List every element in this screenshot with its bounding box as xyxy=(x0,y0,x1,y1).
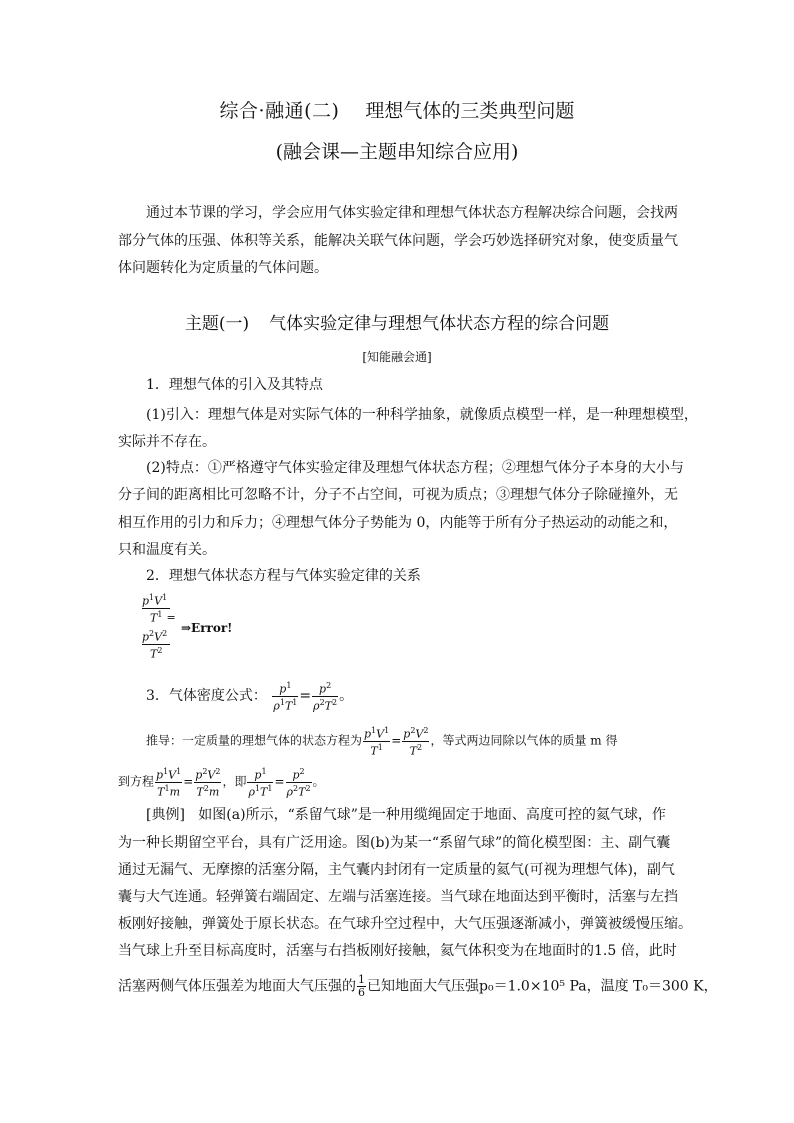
derive-line-1: 推导：一定质量的理想气体的状态方程为 $\frac{p^1V^1}{T^1}$ = $\frac{p^2V^2}{T^2}$ ，等式两边同除以气体的质量 m 得 xyxy=(146,726,618,758)
ratio-frac xyxy=(357,974,366,999)
example-line-7 xyxy=(118,974,718,999)
example-label: [典例] xyxy=(146,807,185,823)
section-label: [知能融会通] xyxy=(362,350,432,364)
density-frac-2: $\frac{p^2}{\rho^2T^2}$ xyxy=(313,681,338,713)
point1b-line-1: (2)特点：①严格遵守气体实验定律及理想气体状态方程；②理想气体分子本身的大小与 xyxy=(146,460,684,476)
title-part1: 综合·融通(二) xyxy=(219,100,340,122)
point3-end: 。 xyxy=(339,688,354,705)
derive-line2-end: 。 xyxy=(312,774,325,789)
intro-line-2: 部分气体的压强、体积等关系，能解决关联气体问题，学会巧妙选择研究对象，使变质量气 xyxy=(118,233,678,249)
example-line-6: 当气球上升至目标高度时，活塞与右挡板刚好接触，氦气体积变为在地面时的1.5 倍，此时 xyxy=(118,943,677,959)
derive-mid: ，等式两边同除以气体的质量 m 得 xyxy=(430,733,618,748)
example-line-2: 为一种长期留空平台，具有广泛用途。图(b)为某一“系留气球”的简化模型图：主、副气囊 xyxy=(118,835,671,851)
point1b-line-2: 分子间的距离相比可忽略不计，分子不占空间，可视为质点；③理想气体分子除碰撞外，无 xyxy=(118,487,678,503)
topic-title: 气体实验定律与理想气体状态方程的综合问题 xyxy=(269,314,610,334)
derive-frac-6: $\frac{p^2}{\rho^2T^2}$ xyxy=(286,767,311,799)
point1-title: 1．理想气体的引入及其特点 xyxy=(146,377,323,393)
title-part2: 理想气体的三类典型问题 xyxy=(365,100,575,122)
page-title xyxy=(0,98,794,124)
page-subtitle: (融会课—主题串知综合应用) xyxy=(275,141,519,163)
density-frac-1: $\frac{p^1}{\rho^1T^1}$ xyxy=(273,681,298,713)
example-line-3: 通过无漏气、无摩擦的活塞分隔，主气囊内封闭有一定质量的氦气(可视为理想气体)，副气 xyxy=(118,862,675,878)
intro-line-3: 体问题转化为定质量的气体问题。 xyxy=(118,260,328,276)
point1b-line-3: 相互作用的引力和斥力；④理想气体分子势能为 0，内能等于所有分子热运动的动能之和， xyxy=(118,515,678,531)
point2-title: 2．理想气体状态方程与气体实验定律的关系 xyxy=(146,568,421,584)
derive-frac-4: $\frac{p^2V^2}{T^2m}$ xyxy=(195,767,221,799)
point1a-line-1: (1)引入：理想气体是对实际气体的一种科学抽象，就像质点模型一样，是一种理想模型， xyxy=(146,407,698,423)
derive-frac-1: $\frac{p^1V^1}{T^1}$ xyxy=(364,726,390,758)
derive-frac-2: $\frac{p^2V^2}{T^2}$ xyxy=(403,726,429,758)
intro-line-1: 通过本节课的学习，学会应用气体实验定律和理想气体状态方程解决综合问题，会找两 xyxy=(146,205,678,221)
derive-label: 推导：一定质量的理想气体的状态方程为 xyxy=(146,733,363,748)
error-text: ⇒Error! xyxy=(181,621,233,635)
stacked-equation: $p^1V^1$ $T^1$ = $p^2V^2$ $T^2$ xyxy=(142,593,176,661)
derive-frac-3: $\frac{p^1V^1}{T^1m}$ xyxy=(156,767,182,799)
example-line-1 xyxy=(146,805,666,825)
derive-line2-mid: ，即 xyxy=(222,774,247,789)
point3-label: 3．气体密度公式： xyxy=(146,688,267,705)
derive-frac-5: $\frac{p^1}{\rho^1T^1}$ xyxy=(248,767,273,799)
example-text-7a: 活塞两侧气体压强差为地面大气压强的 xyxy=(118,978,356,995)
example-line-5: 板刚好接触，弹簧处于原长状态。在气球升空过程中，大气压强逐渐减小，弹簧被缓慢压缩。 xyxy=(118,916,692,932)
derive-line-2: 到方程 $\frac{p^1V^1}{T^1m}$ = $\frac{p^2V^2}{T^2m}$ ，即 $\frac{p^1}{\rho^1T^1}$ = $\frac{p^2}{\rho^2T^2}$ 。 xyxy=(118,767,325,799)
point1b-line-4: 只和温度有关。 xyxy=(118,542,216,558)
example-text-7b: 已知地面大气压强p₀＝1.0×10⁵ Pa，温度 T₀＝300 K， xyxy=(367,978,718,995)
example-text-1: 如图(a)所示，“系留气球”是一种用缆绳固定于地面、高度可控的氦气球，作 xyxy=(198,807,666,823)
ratio-den: 6 xyxy=(358,986,365,999)
example-line-4: 囊与大气连通。轻弹簧右端固定、左端与活塞连接。当气球在地面达到平衡时，活塞与左挡 xyxy=(118,889,678,905)
topic-label: 主题(一) xyxy=(184,314,250,334)
point1a-line-2: 实际并不存在。 xyxy=(118,434,216,450)
point3-line: 3．气体密度公式： $\frac{p^1}{\rho^1T^1}$ = $\frac{p^2}{\rho^2T^2}$ 。 xyxy=(146,681,354,713)
ratio-num: 1 xyxy=(358,973,365,986)
topic-heading xyxy=(0,312,794,336)
derive-line2-label: 到方程 xyxy=(118,774,155,789)
